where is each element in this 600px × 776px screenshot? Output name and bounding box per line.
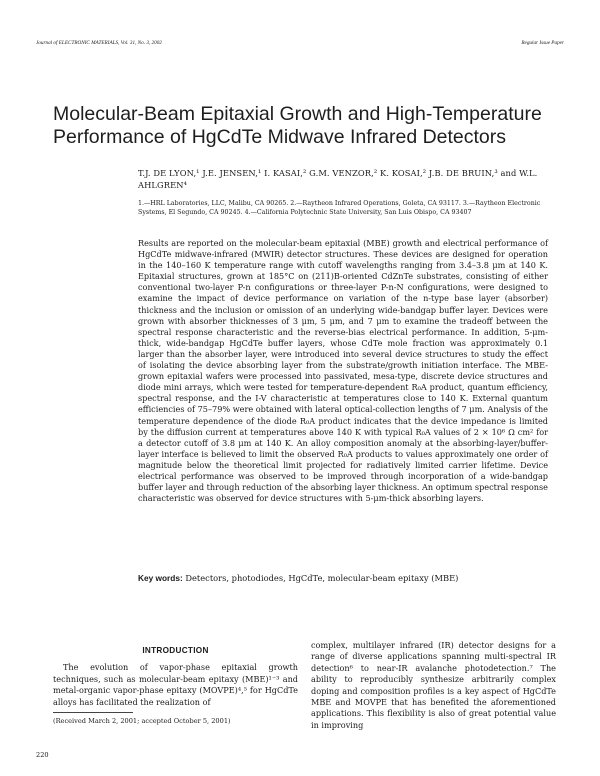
keywords <box>138 573 548 584</box>
keywords-text: Detectors, photodiodes, HgCdTe, molecular-beam epitaxy (MBE) <box>185 573 459 583</box>
introduction-paragraph-left: The evolution of vapor-phase epitaxial growth techniques, such as molecular-beam epitaxy (MBE)¹⁻³ and metal-organic vapor-phase epitaxy (MOVPE)⁴,⁵ for HgCdTe alloys has facilitated the realization of <box>53 662 298 707</box>
introduction-paragraph-right: complex, multilayer infrared (IR) detector designs for a range of diverse applications spanning multi-spectral IR detection⁶ to near-IR avalanche photodetection.⁷ The ability to reproducibly synthesize arbitrarily complex doping and composition profiles is a key aspect of HgCdTe MBE and MOVPE that has benefited the aforementioned applications. This flexibility is also of great potential value in improving <box>311 640 556 730</box>
running-head-section: Regular Issue Paper <box>521 40 564 46</box>
paper-title: Molecular-Beam Epitaxial Growth and High-Temperature Performance of HgCdTe Midwave Infrared Detectors <box>53 103 542 148</box>
page-number: 220 <box>36 751 49 759</box>
left-column <box>53 640 298 708</box>
footnote-divider <box>53 712 133 713</box>
keywords-label: Key words: <box>138 573 183 583</box>
author-list: T.J. DE LYON,¹ J.E. JENSEN,¹ I. KASAI,² G.M. VENZOR,² K. KOSAI,² J.B. DE BRUIN,³ and W.L. AHLGREN⁴ <box>138 168 538 190</box>
abstract: Results are reported on the molecular-beam epitaxial (MBE) growth and electrical performance of HgCdTe midwave-infrared (MWIR) detector structures. These devices are designed for operation in the 140–160 K temperature range with cutoff wavelengths ranging from 3.4–3.8 μm at 140 K. Epitaxial structures, grown at 185°C on (211)B-oriented CdZnTe substrates, consisting of either conventional two-layer P-n configurations or three-layer P-n-N configurations, were designed to examine the impact of device performance on variation of the n-type base layer (absorber) thickness and the inclusion or omission of an underlying wide-bandgap buffer layer. Devices were grown with absorber thicknesses of 3 μm, 5 μm, and 7 μm to examine the tradeoff between the spectral response characteristic and the reverse-bias electrical performance. In addition, 5-μm-thick, wide-bandgap HgCdTe buffer layers, whose CdTe mole fraction was approximately 0.1 larger than the absorber layer, were introduced into several device structures to study the effect of isolating the device absorbing layer from the substrate/growth initiation interface. The MBE-grown epitaxial wafers were processed into passivated, mesa-type, discrete device structures and diode mini arrays, which were tested for temperature-dependent R₀A product, quantum efficiency, spectral response, and the I-V characteristic at temperatures close to 140 K. External quantum efficiencies of 75–79% were obtained with lateral optical-collection lengths of 7 μm. Analysis of the temperature dependence of the diode R₀A product indicates that the device impedance is limited by the diffusion current at temperatures above 140 K with typical R₀A values of 2 × 10⁶ Ω cm² for a detector cutoff of 3.8 μm at 140 K. An alloy composition anomaly at the absorbing-layer/buffer-layer interface is believed to limit the observed R₀A products to values approximately one order of magnitude below the theoretical limit projected for radiatively limited carrier lifetime. Device electrical performance was observed to be improved through incorporation of a wide-bandgap buffer layer and through reduction of the absorbing layer thickness. An optimum spectral response characteristic was observed for device structures with 5-μm-thick absorbing layers. <box>138 238 548 504</box>
received-date-footnote: (Received March 2, 2001; accepted October 5, 2001) <box>53 717 231 725</box>
affiliations: 1.—HRL Laboratories, LLC, Malibu, CA 90265. 2.—Raytheon Infrared Operations, Goleta, CA 93117. 3.—Raytheon Electronic Systems, El Segundo, CA 90245. 4.—California Polytechnic State University, San Luis Obispo, CA 93407 <box>138 200 541 217</box>
section-heading-introduction: INTRODUCTION <box>142 646 209 655</box>
running-head-journal: Journal of ELECTRONIC MATERIALS, Vol. 31, No. 3, 2002 <box>36 40 162 46</box>
right-column <box>311 640 556 731</box>
